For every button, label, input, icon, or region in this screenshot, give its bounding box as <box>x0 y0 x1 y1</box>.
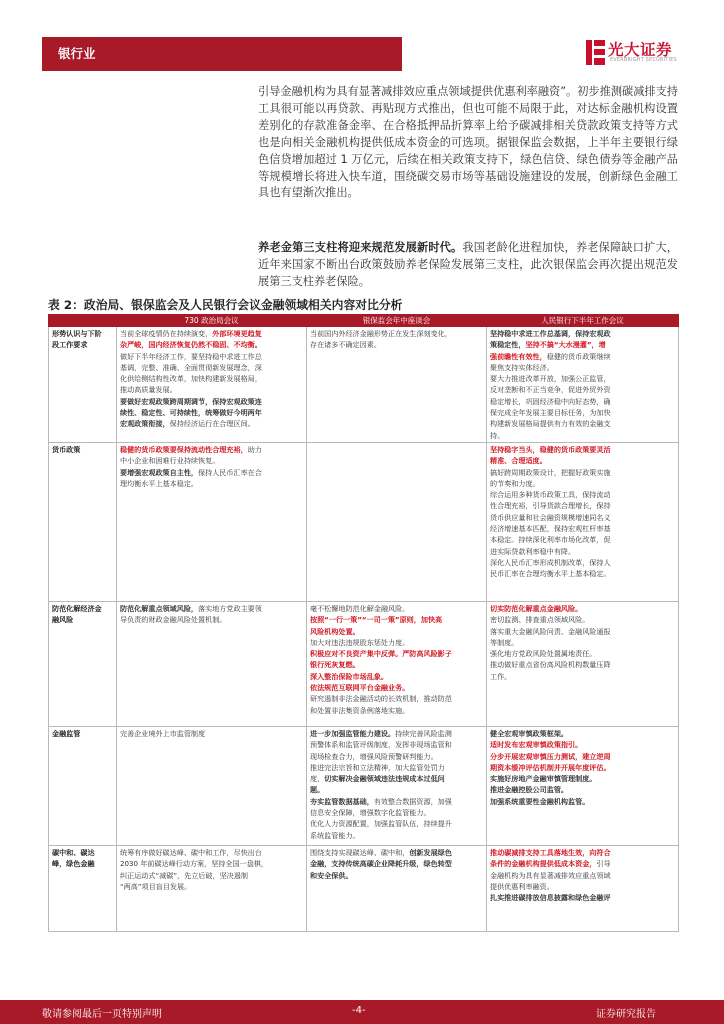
cbirc-cell <box>307 327 487 443</box>
cell-text: 要大力推进改革开放，加强公正监管， <box>490 374 611 384</box>
cell-text: 实施好房地产金融审慎管理制度。 <box>490 774 597 784</box>
cell-text: 稳健的货币政策继续 <box>546 351 611 361</box>
cell-text: 保持人民币汇率在合 <box>198 467 262 477</box>
cell-text: 当前全球疫情仍在持续演变， <box>120 329 213 338</box>
cell-line <box>310 682 484 693</box>
cell-line <box>120 362 304 373</box>
cell-line <box>310 796 484 807</box>
cell-text: 存在诸多不确定因素。 <box>310 340 381 350</box>
highlight-text: 积极应对不良资产集中反弹。严防高风险影子 <box>310 649 452 659</box>
cell-line <box>310 858 484 869</box>
cell-text: 统筹有序做好碳达峰、碳中和工作，尽快出台 <box>120 847 262 857</box>
cell-text: 引导 <box>596 859 611 869</box>
cell-line <box>490 328 676 339</box>
header-cell-pboc: 人民银行下半年工作会议 <box>487 315 679 327</box>
table-row <box>49 327 679 443</box>
cell-text: 围绕支持实现碳达峰、碳中和， <box>310 847 410 857</box>
cell-text: 经济增速基本匹配，保持宏观杠杆率基 <box>490 524 611 534</box>
cell-line <box>120 478 304 489</box>
cell-line <box>490 512 676 523</box>
cell-line <box>120 870 304 881</box>
cell-text: 基调，完整、准确、全面贯彻新发展理念，深 <box>120 362 262 372</box>
cell-text: 保持经济运行在合理区间。 <box>169 419 255 429</box>
cell-line <box>120 351 304 362</box>
cell-text: 性合理充裕，引导货款合理增长，保持 <box>490 501 611 511</box>
cell-line <box>120 444 304 455</box>
cell-line <box>490 444 676 455</box>
cell-line <box>120 614 304 625</box>
cell-line <box>490 534 676 545</box>
cell-line <box>490 881 676 892</box>
cell-line <box>310 870 484 881</box>
table-title: 表 2：政治局、银保监会及人民银行会议金融领域相关内容对比分析 <box>48 298 403 312</box>
cell-text: 工作。 <box>490 671 512 681</box>
cell-text: 2030 年前碳达峰行动方案，坚持全国一盘棋， <box>120 859 268 869</box>
cell-text: 持。 <box>490 430 505 440</box>
highlight-text: 杂严峻，国内经济恢复仍然不稳固、不均衡。 <box>120 340 262 350</box>
cell-text: 信息安全保障，增强数字化监管能力。 <box>310 808 431 818</box>
cell-text: “两高”项目盲目发展。 <box>120 881 192 891</box>
politburo-cell <box>117 726 307 845</box>
cell-line <box>490 362 676 373</box>
cell-text: 构建新发展格局提供有力有效的金融支 <box>490 419 611 429</box>
highlight-text: 精准、合理适度。 <box>490 456 547 466</box>
cell-line <box>120 728 304 739</box>
logo-name-cn: 光大证券 <box>608 41 673 59</box>
cell-text: 聚焦支持实体经济。 <box>490 362 554 372</box>
cell-text: 化供给侧结构性改革，加快构建新发展格局， <box>120 374 262 384</box>
cbirc-cell <box>307 726 487 845</box>
cell-line <box>490 603 676 614</box>
cell-text: 扎实推进碳排放信息披露和绿色金融评 <box>490 893 611 903</box>
cell-text: 当前国内外经济金融形势正在发生深刻变化， <box>310 329 452 338</box>
cell-text: 宏观政策衔接， <box>120 419 170 429</box>
cell-text: 创新发展绿色 <box>409 847 452 857</box>
cell-line <box>490 892 676 903</box>
cell-line <box>310 648 484 659</box>
highlight-text: 银行死灰复燃。 <box>310 660 360 670</box>
row-label-line: 金融监管 <box>52 728 81 738</box>
highlight-text: 稳健的货币政策要保持流动性合理充裕， <box>120 444 248 454</box>
cell-text: 深化人民币汇率形成机制改革，保持人 <box>490 557 611 567</box>
cell-text: 研究遏制非法金融活动的长效机制，推动防范 <box>310 694 452 704</box>
cell-line <box>120 407 304 418</box>
cell-text: 提供优惠利率融资。 <box>490 881 554 891</box>
highlight-text: 风险机构处置。 <box>310 626 360 636</box>
cell-text: 落实重大金融风险问责、金融风险通报 <box>490 626 611 636</box>
highlight-text: 坚持不搞“大水漫灌”，增 <box>525 340 606 350</box>
cell-line <box>120 339 304 350</box>
row-label-line: 段工作要求 <box>52 340 88 350</box>
highlight-text: 深入整治保险市场乱象。 <box>310 671 389 681</box>
cell-text: 金融，支持传统高碳企业降耗升级，绿色转型 <box>310 859 452 869</box>
cell-line <box>310 637 484 648</box>
cell-text: 和安全保供。 <box>310 870 353 880</box>
cell-line <box>490 546 676 557</box>
table-row <box>49 726 679 845</box>
cell-line <box>490 762 676 773</box>
highlight-text: 推动碳减排支持工具落地生效，向符合 <box>490 847 611 857</box>
highlight-text: 切实防范化解重点金融风险。 <box>490 603 583 613</box>
cell-line <box>490 489 676 500</box>
highlight-text: 分步开展宏观审慎压力测试，建立逆周 <box>490 751 611 761</box>
cell-text: 中小企业和困难行业持续恢复。 <box>120 456 220 466</box>
cell-text: 推动做好重点省份高风险机构数量压降 <box>490 660 611 670</box>
header-cell-topic <box>49 315 117 327</box>
cell-line <box>490 739 676 750</box>
cell-text: 搞好跨周期政策设计，把握好政策实施 <box>490 467 611 477</box>
cell-text: 夯实监管数据基础， <box>310 796 374 806</box>
cell-text: 切实解决金融领域违法违规成本过低问 <box>324 774 445 784</box>
cell-text: 题。 <box>310 785 325 795</box>
pboc-cell <box>487 327 679 443</box>
row-label-line: 峰，绿色金融 <box>52 859 95 869</box>
cell-text: 理均衡水平上基本稳定。 <box>120 478 199 488</box>
highlight-text: 适时发布宏观审慎政策指引。 <box>490 740 583 750</box>
cell-line <box>490 373 676 384</box>
body-paragraph-2 <box>258 240 678 291</box>
cell-line <box>120 603 304 614</box>
cell-text: 现场检查合力，增强风险预警研判能力。 <box>310 751 438 761</box>
cell-line <box>490 384 676 395</box>
cell-line <box>310 603 484 614</box>
cell-text: 做好下半年经济工作，要坚持稳中求进工作总 <box>120 351 262 361</box>
cell-text: 金融机构为具有显著减排效应重点领域 <box>490 870 611 880</box>
row-label <box>49 845 117 931</box>
row-label <box>49 327 117 443</box>
cell-line <box>490 773 676 784</box>
cell-text: 度， <box>310 774 325 784</box>
pboc-cell <box>487 442 679 601</box>
cell-line <box>490 671 676 682</box>
politburo-cell <box>117 327 307 443</box>
row-label <box>49 601 117 726</box>
politburo-cell <box>117 442 307 601</box>
cell-line <box>490 637 676 648</box>
cell-line <box>310 626 484 637</box>
cell-line <box>490 351 676 362</box>
logo-name-en: EVERBRIGHT SECURITIES <box>610 58 677 63</box>
cell-text: 综合运用多种货币政策工具，保持流动 <box>490 490 611 500</box>
cell-line <box>490 523 676 534</box>
cell-text: 民币汇率在合理均衡水平上基本稳定。 <box>490 569 611 579</box>
body-paragraph-1: 引导金融机构为具有显著减排效应重点领域提供优惠利率融资”。初步推测碳减排支持工具很可能以再贷款、再贴现方式推出，但也可能不局限于此，对达标金融机构设置差别化的存款准备金率、在合格抵押品折算率上给予碳减排相关贷款政策支持等方式也是向相关金融机构提供低成本资金的可选项。据银保监会数据，上半年主要银行绿色信贷增加超过 1 万亿元，后续在相关政策支持下，绿色信贷、绿色债券等金融产品等规模增长将进入快车道，围绕碳交易市场等基础设施建设的发展，创新绿色金融工具也有望渐次推出。 <box>258 85 678 200</box>
cbirc-cell <box>307 442 487 601</box>
cell-line <box>310 659 484 670</box>
cell-text: 加大对违法违规股东惩处力度。 <box>310 637 410 647</box>
cell-line <box>490 339 676 350</box>
cell-line <box>490 557 676 568</box>
cell-line <box>490 728 676 739</box>
cell-line <box>310 614 484 625</box>
cell-line <box>310 751 484 762</box>
cell-text: 推进完法宗旨和立法精神，加大监管处罚力 <box>310 762 445 772</box>
cell-line <box>120 328 304 339</box>
cell-line <box>490 648 676 659</box>
cell-line <box>310 818 484 829</box>
cell-line <box>120 455 304 466</box>
cell-line <box>310 705 484 716</box>
table-row <box>49 601 679 726</box>
cell-line <box>490 418 676 429</box>
cell-line <box>120 384 304 395</box>
cell-line <box>490 500 676 511</box>
cell-text: 进一步加强监管能力建设。 <box>310 728 396 738</box>
cell-text: 助力 <box>247 444 262 454</box>
cell-line <box>310 328 484 339</box>
cell-text: 导负责的财政金融风险处置机制。 <box>120 615 227 625</box>
row-label-line: 碳中和、碳达 <box>52 847 95 857</box>
logo <box>586 38 678 68</box>
highlight-text: 期资本缓冲评估机制并开展年度评估。 <box>490 762 611 772</box>
cell-line <box>120 418 304 429</box>
politburo-cell <box>117 845 307 931</box>
cell-text: 系统监管能力。 <box>310 830 360 840</box>
pboc-cell <box>487 726 679 845</box>
cell-line <box>490 407 676 418</box>
cell-text: 推进金融控股公司监管。 <box>490 785 569 795</box>
header-cell-cbirc: 银保监会年中座谈会 <box>307 315 487 327</box>
cell-line <box>490 455 676 466</box>
cell-text: 坚持稳中求进工作总基调，保持宏观政 <box>490 329 611 338</box>
cell-text: 进实际贷款利率稳中有降。 <box>490 546 576 556</box>
cell-line <box>490 626 676 637</box>
cell-text: 密切监测、排查重点领域风险。 <box>490 615 590 625</box>
cell-line <box>490 858 676 869</box>
cell-line <box>310 773 484 784</box>
section-tag: 银行业 <box>58 46 96 61</box>
highlight-text: 外部环境更趋复 <box>212 329 262 338</box>
cell-text: 要增强宏观政策自主性， <box>120 467 199 477</box>
cell-text: 续性、稳定性、可持续性，统筹做好今明两年 <box>120 408 262 418</box>
row-label <box>49 726 117 845</box>
cbirc-cell <box>307 601 487 726</box>
cell-text: 毫不松懈地防范化解金融风险。 <box>310 603 410 613</box>
cell-line <box>490 396 676 407</box>
page-number: -4- <box>352 1005 366 1016</box>
cell-line <box>490 478 676 489</box>
header-band <box>42 37 402 71</box>
cell-line <box>120 847 304 858</box>
cell-line <box>120 373 304 384</box>
highlight-text: 按照“一行一策”“一司一策”原则，加快高 <box>310 615 443 625</box>
footer-doc-type: 证券研究报告 <box>596 1009 656 1020</box>
cell-text: 优化人力资源配置，加强监管队伍，持续提升 <box>310 819 452 829</box>
comparison-table <box>48 314 679 932</box>
cell-text: 防范化解重点领域风险， <box>120 603 199 613</box>
cell-text: 要做好宏观政策跨周期调节，保持宏观政策连 <box>120 396 262 406</box>
cell-line <box>490 751 676 762</box>
paragraph-rest: 我国老龄化进程加快，养老保障缺口扩大，近年来国家不断出台政策鼓励养老保险发展第三支柱，此次银保监会再次提出规范发展第三支柱养老保险。 <box>258 241 678 288</box>
cell-line <box>310 339 484 350</box>
cell-line <box>310 807 484 818</box>
highlight-text: 坚持稳字当头，稳健的货币政策要灵活 <box>490 444 611 454</box>
cell-line <box>490 614 676 625</box>
table-header-row <box>49 315 679 327</box>
cell-line <box>490 784 676 795</box>
table-row <box>49 845 679 931</box>
footer-disclaimer-link[interactable]: 敬请参阅最后一页特别声明 <box>42 1009 162 1020</box>
highlight-text: 强前瞻性有效性， <box>490 351 547 361</box>
cell-text: 货币供应量和社会融资规模增速同名义 <box>490 512 611 522</box>
cell-line <box>490 796 676 807</box>
cell-text: 持续完善风险监测 <box>395 728 452 738</box>
cell-line <box>120 396 304 407</box>
logo-mark-icon <box>586 40 605 65</box>
politburo-cell <box>117 601 307 726</box>
cbirc-cell <box>307 845 487 931</box>
cell-line <box>310 784 484 795</box>
row-label-line: 形势认识与下阶 <box>52 329 102 338</box>
cell-line <box>310 693 484 704</box>
cell-line <box>490 847 676 858</box>
cell-text: 本稳定。持续深化利率市场化改革，促 <box>490 535 611 545</box>
row-label <box>49 442 117 601</box>
cell-text: 加强系统重要性金融机构监管。 <box>490 796 590 806</box>
cell-text: 推动高质量发展。 <box>120 385 177 395</box>
cell-text: 健全宏观审慎政策框架。 <box>490 728 569 738</box>
cell-text: 的节奏和力度。 <box>490 478 540 488</box>
cell-text: 和处置非法集资条例落地实施。 <box>310 705 410 715</box>
cell-line <box>120 467 304 478</box>
cell-line <box>310 847 484 858</box>
cell-text: 稳定增长，巩固经济稳中向好态势，确 <box>490 396 611 406</box>
highlight-text: 条件的金融机构提供低成本资金， <box>490 859 597 869</box>
highlight-text: 依法规范互联网平台金融业务。 <box>310 683 410 693</box>
paragraph-lead: 养老金第三支柱将迎来规范发展新时代。 <box>258 241 463 254</box>
cell-text: 完善企业境外上市监管制度 <box>120 728 206 738</box>
cell-line <box>490 659 676 670</box>
cell-line <box>310 671 484 682</box>
cell-text: 等制度。 <box>490 637 519 647</box>
cell-line <box>490 870 676 881</box>
header-cell-politburo: 730 政治局会议 <box>117 315 307 327</box>
cell-line <box>120 881 304 892</box>
cell-text: 策稳定性， <box>490 340 526 350</box>
table-row <box>49 442 679 601</box>
cell-text: 落实地方党政主要领 <box>198 603 262 613</box>
cell-line <box>310 739 484 750</box>
cell-line <box>490 430 676 441</box>
cell-text: 有效整合数据资源，加强 <box>373 796 452 806</box>
cell-text: 保完成全年发展主要目标任务，为加快 <box>490 408 611 418</box>
cell-text: 强化地方党政风险处置属地责任。 <box>490 649 597 659</box>
cell-line <box>120 858 304 869</box>
cell-text: 预警体系和监管评级制度，发挥非现场监管和 <box>310 740 452 750</box>
cell-line <box>490 467 676 478</box>
row-label-line: 货币政策 <box>52 444 81 454</box>
cell-line <box>310 830 484 841</box>
cell-text: 反对垄断和不正当竞争，促进外贸外资 <box>490 385 611 395</box>
cell-line <box>490 568 676 579</box>
pboc-cell <box>487 845 679 931</box>
row-label-line: 防范化解经济金 <box>52 603 102 613</box>
cell-text: 纠正运动式“减碳”，先立后破，坚决遏制 <box>120 870 248 880</box>
pboc-cell <box>487 601 679 726</box>
cell-line <box>310 728 484 739</box>
row-label-line: 融风险 <box>52 615 74 625</box>
cell-line <box>310 762 484 773</box>
